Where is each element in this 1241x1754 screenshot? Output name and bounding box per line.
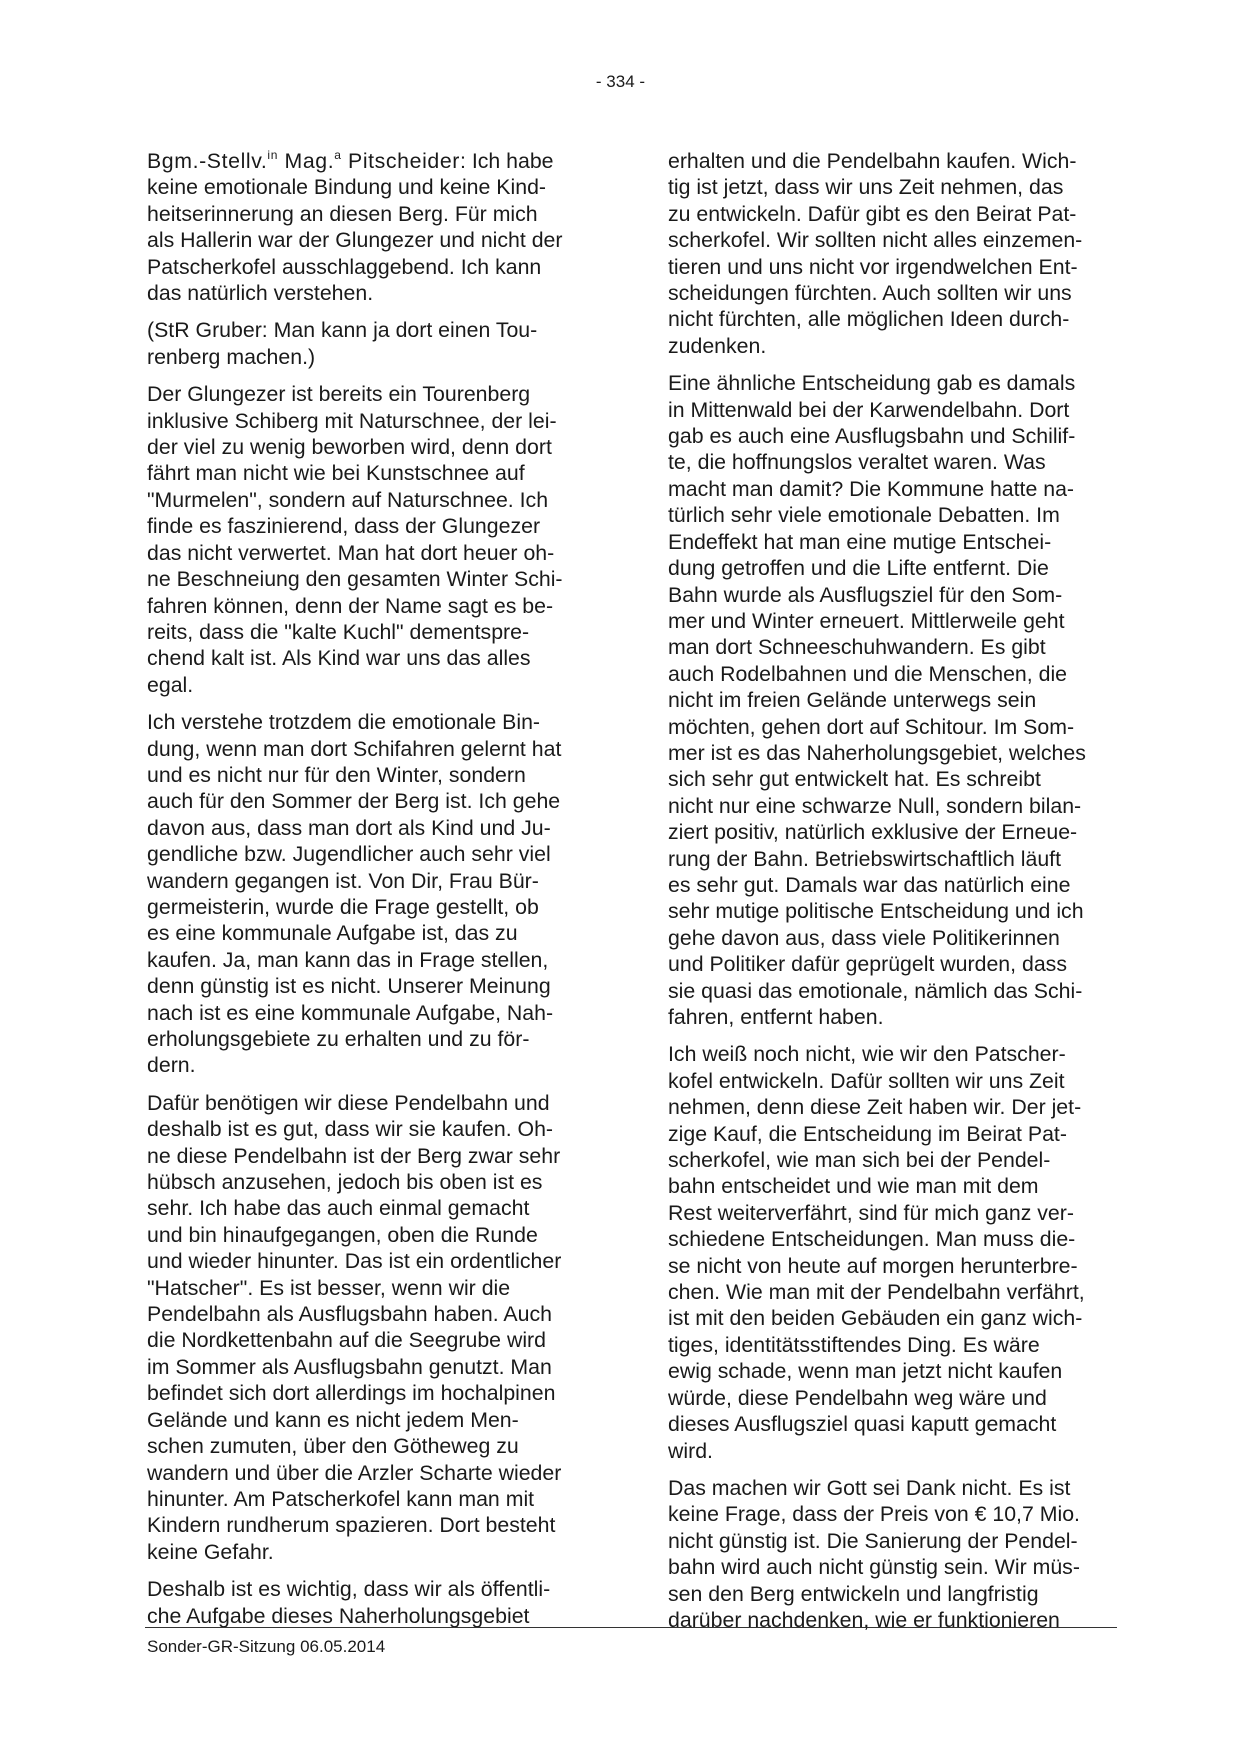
speaker-title: Bgm.-Stellv. xyxy=(147,149,268,173)
footer-divider xyxy=(145,1627,1117,1628)
paragraph: Das machen wir Gott sei Dank nicht. Es ist keine Frage, dass der Preis von € 10,7 Mio. nicht günstig ist. Die Sanierung der Pendel- bahn wird auch nicht günstig sein. Wir müs- sen den Berg entwickeln und langfristig darüber nachdenken, wie er funktionieren xyxy=(668,1475,1080,1632)
paragraph: Ich weiß noch nicht, wie wir den Patscher- kofel entwickeln. Dafür sollten wir uns Zeit nehmen, denn diese Zeit haben wir. Der jet- zige Kauf, die Entscheidung im Beirat Pat- scherkofel, wie man sich bei der Pendel- bahn entscheidet und wie man mit dem Rest weiterverfährt, sind für mich ganz ver- schiedene Entscheidungen. Man muss die- se nicht von heute auf morgen herunterbre- chen. Wie man mit der Pendelbahn verfährt, ist mit den beiden Gebäuden ein ganz wich- tiges, identitätsstiftendes Ding. Es wäre ewig schade, wenn man jetzt nicht kaufen würde, diese Pendelbahn weg wäre und dieses Ausflugsziel quasi kaputt gemacht wird. xyxy=(668,1042,1085,1463)
paragraph: erhalten und die Pendelbahn kaufen. Wich- tig ist jetzt, dass wir uns Zeit nehmen, das zu entwickeln. Dafür gibt es den Beirat Pat- scherkofel. Wir sollten nicht alles einzemen- tieren und uns nicht vor irgendwelchen Ent- scheidungen fürchten. Auch sollten wir uns nicht fürchten, alle möglichen Ideen durch- zudenken. xyxy=(668,149,1083,358)
speaker-degree-superscript: a xyxy=(334,148,342,162)
left-column xyxy=(147,148,592,1640)
paragraph: Ich verstehe trotzdem die emotionale Bin- dung, wenn man dort Schifahren gelernt hat und es nicht nur für den Winter, sondern auch für den Sommer der Berg ist. Ich gehe davon aus, dass man dort als Kind und Ju- gendliche bzw. Jugendlicher auch sehr viel wandern gegangen ist. Von Dir, Frau Bür- germeisterin, wurde die Frage gestellt, ob es eine kommunale Aufgabe ist, das zu kaufen. Ja, man kann das in Frage stellen, denn günstig ist es nicht. Unserer Meinung nach ist es eine kommunale Aufgabe, Nah- erholungsgebiete zu erhalten und zu för- dern. xyxy=(147,710,562,1078)
right-column xyxy=(668,148,1113,1644)
speaker-title-superscript: in xyxy=(267,148,278,162)
paragraph: Deshalb ist es wichtig, dass wir als öffentli- che Aufgabe dieses Naherholungsgebiet xyxy=(147,1577,551,1628)
page-number: - 334 - xyxy=(595,72,646,91)
footer-text: Sonder-GR-Sitzung 06.05.2014 xyxy=(147,1637,386,1656)
paragraph-text: : Ich habe keine emotionale Bindung und keine Kind- heitserinnerung an diesen Berg. Für mich als Hallerin war der Glungezer und nicht der Patscherkofel ausschlaggebend. Ich kann das natürlich verstehen. xyxy=(147,149,563,306)
speaker-surname: Pitscheider xyxy=(341,149,460,173)
paragraph: Eine ähnliche Entscheidung gab es damals in Mittenwald bei der Karwendelbahn. Dort gab es auch eine Ausflugsbahn und Schilif- te, die hoffnungslos veraltet waren. Was macht man damit? Die Kommune hatte na- türlich sehr viele emotionale Debatten. Im Endeffekt hat man eine mutige Entschei- dung getroffen und die Lifte entfernt. Die Bahn wurde als Ausflugsziel für den Som- mer und Winter erneuert. Mittlerweile geht man dort Schneeschuhwandern. Es gibt auch Rodelbahnen und die Menschen, die nicht im freien Gelände unterwegs sein möchten, gehen dort auf Schitour. Im Som- mer ist es das Naherholungsgebiet, welches sich sehr gut entwickelt hat. Es schreibt nicht nur eine schwarze Null, sondern bilan- ziert positiv, natürlich exklusive der Erneue- rung der Bahn. Betriebswirtschaftlich läuft es sehr gut. Damals war das natürlich eine sehr mutige politische Entscheidung und ich gehe davon aus, dass viele Politikerinnen und Politiker dafür geprügelt wurden, dass sie quasi das emotionale, nämlich das Schi- fahren, entfernt haben. xyxy=(668,371,1086,1029)
speaker-name xyxy=(147,149,460,173)
paragraph xyxy=(147,148,592,306)
speaker-degree: Mag. xyxy=(277,149,335,173)
paragraph: (StR Gruber: Man kann ja dort einen Tou- renberg machen.) xyxy=(147,318,538,369)
paragraph: Der Glungezer ist bereits ein Tourenberg inklusive Schiberg mit Naturschnee, der lei- der viel zu wenig beworben wird, denn dort fährt man nicht wie bei Kunstschnee auf "Murmelen", sondern auf Naturschnee. Ich finde es faszinierend, dass der Glungezer das nicht verwertet. Man hat dort heuer oh- ne Beschneiung den gesamten Winter Schi- fahren können, denn der Name sagt es be- reits, dass die "kalte Kuchl" dementspre- chend kalt ist. Als Kind war uns das alles egal. xyxy=(147,382,563,697)
paragraph: Dafür benötigen wir diese Pendelbahn und deshalb ist es gut, dass wir sie kaufen. Oh- ne diese Pendelbahn ist der Berg zwar sehr hübsch anzusehen, jedoch bis oben ist es sehr. Ich habe das auch einmal gemacht und bin hinaufgegangen, oben die Runde und wieder hinunter. Das ist ein ordentlicher "Hatscher". Es ist besser, wenn wir die Pendelbahn als Ausflugsbahn haben. Auch die Nordkettenbahn auf die Seegrube wird im Sommer als Ausflugsbahn genutzt. Man befindet sich dort allerdings im hochalpinen Gelände und kann es nicht jedem Men- schen zumuten, über den Götheweg zu wandern und über die Arzler Scharte wieder hinunter. Am Patscherkofel kann man mit Kindern rundherum spazieren. Dort besteht keine Gefahr. xyxy=(147,1090,562,1564)
